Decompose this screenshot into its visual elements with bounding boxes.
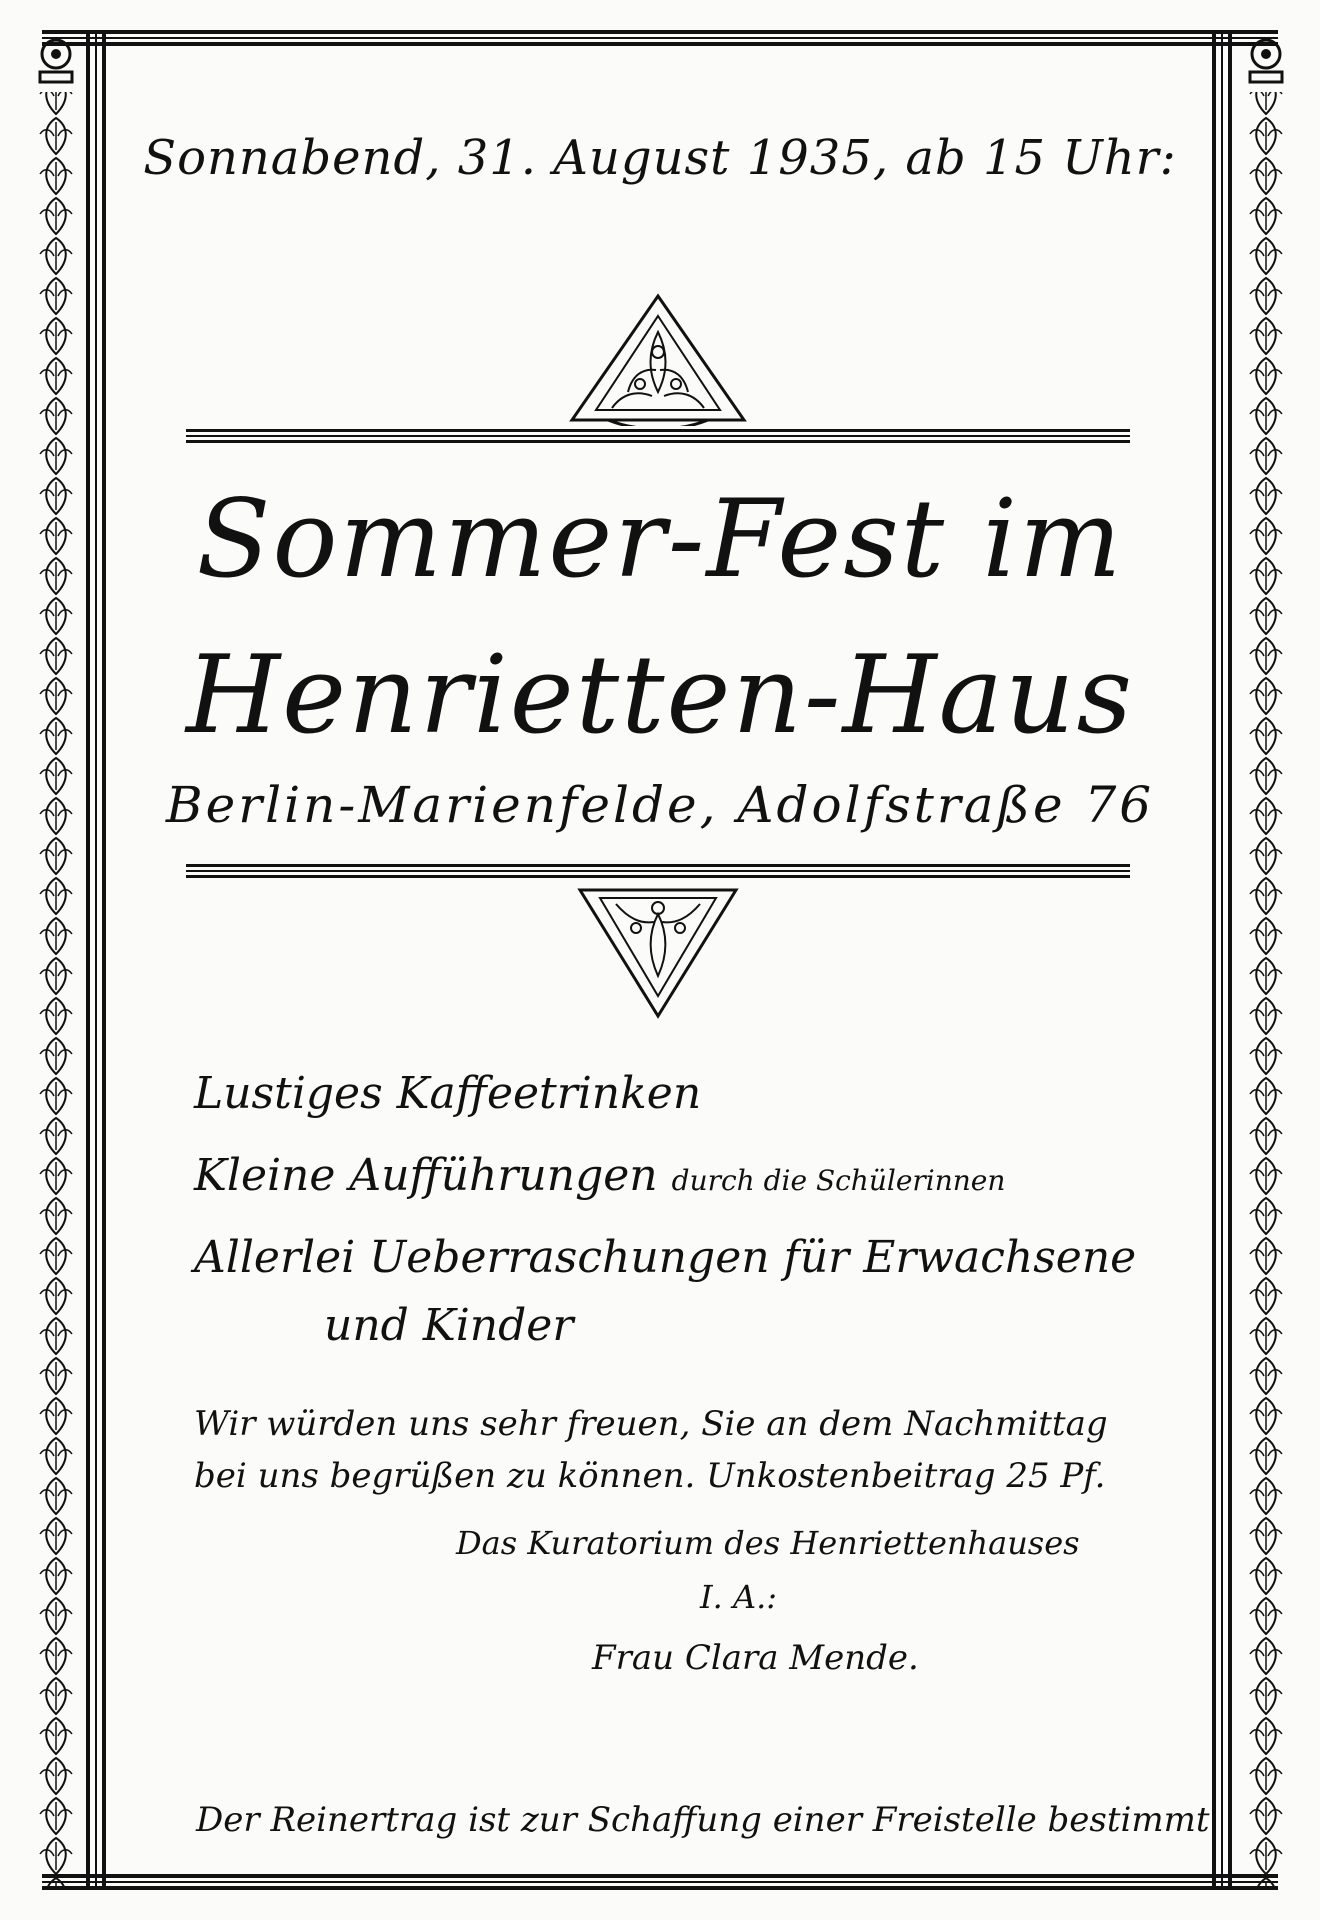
- address-line: Berlin-Marienfelde, Adolfstraße 76: [165, 776, 1155, 834]
- title-line-1: Sommer-Fest im: [196, 477, 1124, 602]
- laurel-garland-icon: [1244, 36, 1288, 1886]
- frame-bottom-rule: [42, 1874, 1278, 1890]
- divider-rule-bottom: [186, 864, 1130, 878]
- invitation-line-2: bei uns begrüßen zu können. Unkostenbeitrag 25 Pf.: [194, 1456, 1106, 1496]
- signature-ia: I. A.:: [700, 1578, 778, 1616]
- triangle-ornament-icon: [576, 884, 740, 1024]
- laurel-garland-icon: [34, 36, 78, 1886]
- frame-right-rule: [1212, 30, 1234, 1890]
- program-item-coffee: Lustiges Kaffeetrinken: [194, 1068, 702, 1119]
- frame-top-rule: [42, 30, 1278, 46]
- footer-note: Der Reinertrag ist zur Schaffung einer Freistelle bestimmt: [196, 1800, 1210, 1840]
- triangle-ornament-icon: [568, 292, 748, 430]
- program-item-surprises: Allerlei Ueberraschungen für Erwachsene: [194, 1232, 1137, 1283]
- title-line-2: Henrietten-Haus: [185, 633, 1135, 758]
- program-item-surprises-cont: und Kinder: [324, 1300, 574, 1351]
- program-item-performances-suffix: durch die Schülerinnen: [671, 1164, 1006, 1197]
- program-item-performances-label: Kleine Aufführungen: [194, 1150, 658, 1201]
- program-item-performances: [194, 1150, 1005, 1201]
- signature-board: Das Kuratorium des Henriettenhauses: [456, 1524, 1080, 1562]
- divider-rule-top: [186, 429, 1130, 443]
- signature-name: Frau Clara Mende.: [592, 1638, 919, 1678]
- date-line: Sonnabend, 31. August 1935, ab 15 Uhr:: [143, 130, 1177, 186]
- frame-left-rule: [86, 30, 108, 1890]
- invitation-line-1: Wir würden uns sehr freuen, Sie an dem Nachmittag: [194, 1404, 1108, 1444]
